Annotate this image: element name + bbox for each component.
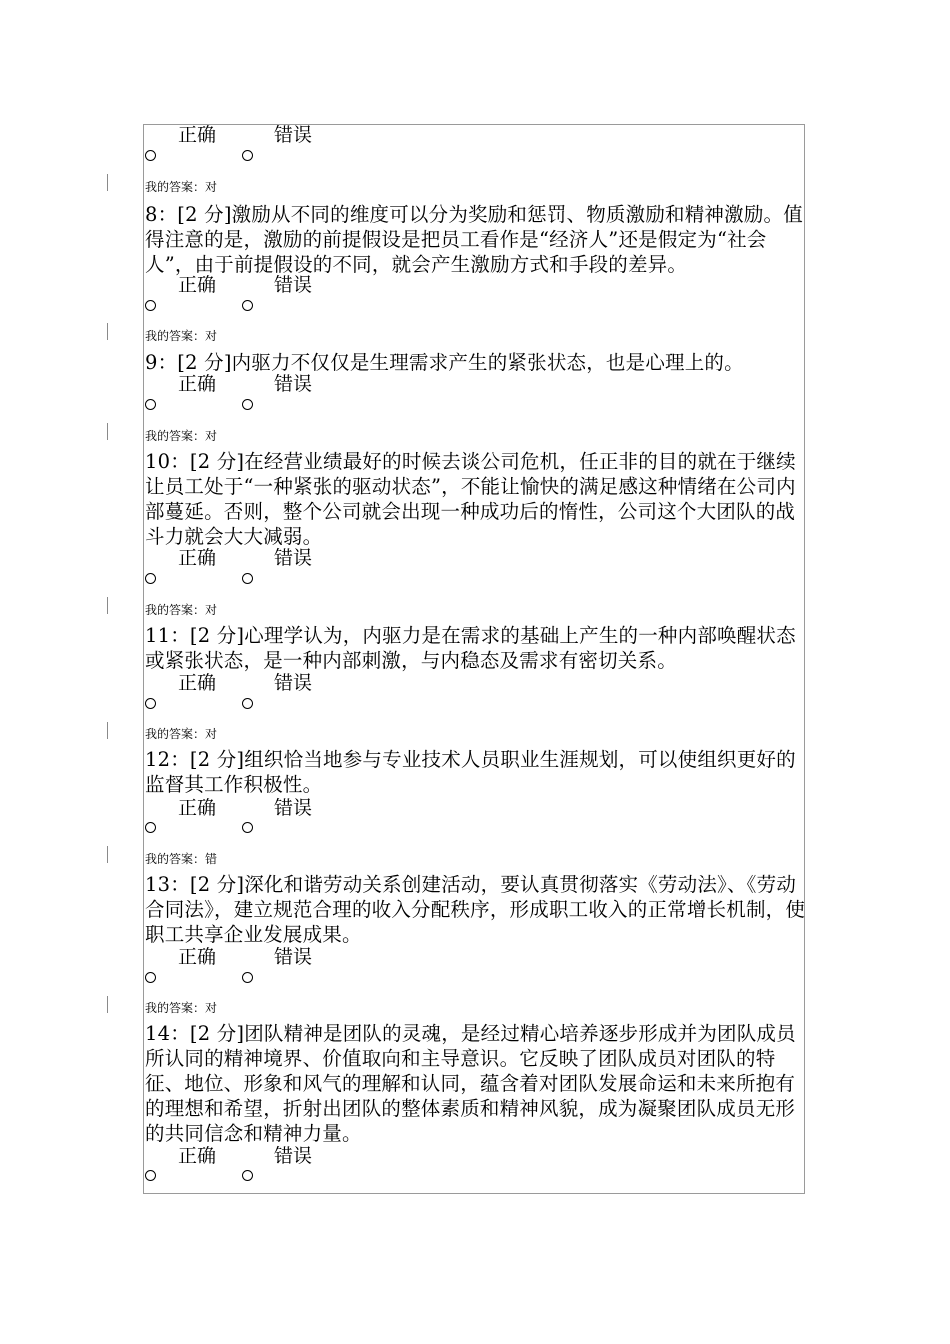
option-false-label: 错误: [274, 672, 313, 694]
option-false-label: 错误: [274, 946, 313, 968]
my-answer: 我的答案：对: [145, 603, 218, 617]
radio-true[interactable]: [145, 300, 156, 311]
option-true-label: 正确: [178, 797, 217, 819]
radio-true[interactable]: [145, 972, 156, 983]
my-answer: 我的答案：对: [145, 180, 218, 194]
option-false-label: 错误: [274, 274, 313, 296]
question-text: 12：[2 分]组织恰当地参与专业技术人员职业生涯规划，可以使组织更好的监督其工作积极性。: [145, 748, 796, 796]
radio-false[interactable]: [242, 573, 253, 584]
option-false-label: 错误: [274, 797, 313, 819]
option-true-label: 正确: [178, 946, 217, 968]
radio-true[interactable]: [145, 698, 156, 709]
question-text: 9：[2 分]内驱力不仅仅是生理需求产生的紧张状态，也是心理上的。: [145, 351, 744, 374]
divider-marker: [107, 423, 108, 440]
question-text: 8：[2 分]激励从不同的维度可以分为奖励和惩罚、物质激励和精神激励。值得注意的是，激励的前提假设是把员工看作是“经济人”还是假定为“社会人”，由于前提假设的不同，就会产生激励方式和手段的差异。: [145, 203, 803, 276]
option-true-label: 正确: [178, 274, 217, 296]
question-text: 11：[2 分]心理学认为，内驱力是在需求的基础上产生的一种内部唤醒状态或紧张状态，是一种内部刺激，与内稳态及需求有密切关系。: [145, 624, 796, 672]
radio-false[interactable]: [242, 822, 253, 833]
my-answer: 我的答案：对: [145, 727, 218, 741]
question-text: 10：[2 分]在经营业绩最好的时候去谈公司危机，任正非的目的就在于继续让员工处于“一种紧张的驱动状态”，不能让愉快的满足感这种情绪在公司内部蔓延。否则，整个公司就会出现一种成功后的惰性，公司这个大团队的战斗力就会大大减弱。: [145, 450, 796, 548]
my-answer: 我的答案：错: [145, 852, 218, 866]
option-true-label: 正确: [178, 373, 217, 395]
option-true-label: 正确: [178, 1145, 217, 1167]
my-answer: 我的答案：对: [145, 429, 218, 443]
option-true-label: 正确: [178, 547, 217, 569]
divider-marker: [107, 597, 108, 614]
radio-false[interactable]: [242, 300, 253, 311]
option-false-label: 错误: [274, 547, 313, 569]
radio-true[interactable]: [145, 399, 156, 410]
radio-true[interactable]: [145, 150, 156, 161]
my-answer: 我的答案：对: [145, 1001, 218, 1015]
radio-false[interactable]: [242, 698, 253, 709]
radio-false[interactable]: [242, 399, 253, 410]
option-true-label: 正确: [178, 672, 217, 694]
divider-marker: [107, 174, 108, 191]
radio-true[interactable]: [145, 573, 156, 584]
option-false-label: 错误: [274, 124, 313, 146]
question-text: 13：[2 分]深化和谐劳动关系创建活动，要认真贯彻落实《劳动法》、《劳动合同法》，建立规范合理的收入分配秩序，形成职工收入的正常增长机制，使职工共享企业发展成果。: [145, 873, 806, 946]
radio-false[interactable]: [242, 972, 253, 983]
question-text: 14：[2 分]团队精神是团队的灵魂，是经过精心培养逐步形成并为团队成员所认同的精神境界、价值取向和主导意识。它反映了团队成员对团队的特征、地位、形象和风气的理解和认同，蕴含着对团队发展命运和未来所抱有的理想和希望，折射出团队的整体素质和精神风貌，成为凝聚团队成员无形的共同信念和精神力量。: [145, 1022, 796, 1145]
divider-marker: [107, 323, 108, 340]
option-false-label: 错误: [274, 373, 313, 395]
option-false-label: 错误: [274, 1145, 313, 1167]
radio-false[interactable]: [242, 150, 253, 161]
divider-marker: [107, 996, 108, 1013]
divider-marker: [107, 846, 108, 863]
radio-true[interactable]: [145, 1170, 156, 1181]
option-true-label: 正确: [178, 124, 217, 146]
divider-marker: [107, 722, 108, 739]
my-answer: 我的答案：对: [145, 329, 218, 343]
radio-false[interactable]: [242, 1170, 253, 1181]
radio-true[interactable]: [145, 822, 156, 833]
